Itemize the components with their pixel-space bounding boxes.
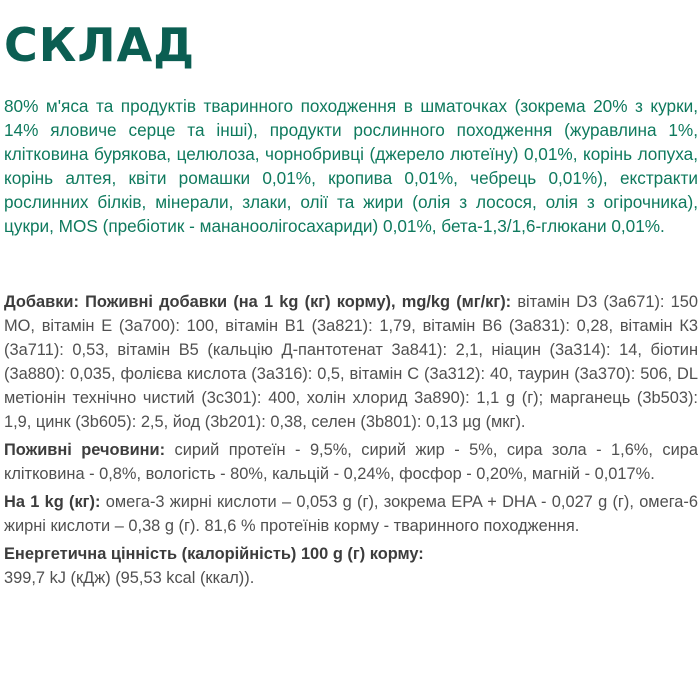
nutrition-details	[4, 290, 698, 594]
additives-label: Добавки: Поживні добавки (на 1 kg (кг) корму), mg/kg (мг/кг):	[4, 293, 512, 311]
per-kg-text: омега-3 жирні кислоти – 0,053 g (г), зокрема EPA + DHA - 0,027 g (г), омега-6 жирні кислоти – 0,38 g (г). 81,6 % протеїнів корму - тваринного походження.	[4, 493, 699, 535]
energy-paragraph	[4, 542, 698, 590]
energy-text: 399,7 kJ (кДж) (95,53 kcal (ккал)).	[4, 569, 255, 587]
nutrients-paragraph	[4, 438, 698, 486]
composition-text: 80% м'яса та продуктів тваринного походження в шматочках (зокрема 20% з курки, 14% яловиче серце та інші), продукти рослинного походження (журавлина 1%, клітковина бурякова, целюлоза, чорнобривці (джерело лютеїну) 0,01%, корінь лопуха, корінь алтея, квіти ромашки 0,01%, кропива 0,01%, чебрець 0,01%), екстракти рослинних білків, мінерали, злаки, олії та жири (олія з лосося, олія з огірочника), цукри, MOS (пребіотик - мананоолігосахариди) 0,01%, бета-1,3/1,6-глюкани 0,01%.	[4, 96, 698, 236]
nutrients-label: Поживні речовини:	[4, 441, 166, 459]
page-title: СКЛАД	[4, 18, 196, 72]
per-kg-paragraph	[4, 490, 698, 538]
additives-paragraph	[4, 290, 698, 434]
per-kg-label: На 1 kg (кг):	[4, 493, 101, 511]
nutrients-text: сирий протеїн - 9,5%, сирий жир - 5%, сира зола - 1,6%, сира клітковина - 0,8%, вологість - 80%, кальцій - 0,24%, фосфор - 0,20%, магній - 0,017%.	[4, 441, 698, 483]
additives-text: вітамін D3 (3a671): 150 МО, вітамін Е (3a700): 100, вітамін В1 (3a821): 1,79, вітамін В6 (3a831): 0,28, вітамін К3 (3a711): 0,53, вітамін В5 (кальцію Д-пантотенат 3a841): 2,1, ніацин (3a314): 14, біотин (3a880): 0,035, фолієва кислота (3a316): 0,5, вітамін С (3a312): 40, таурин (3a370): 506, DL метіонін технічно чистий (3c301): 400, холін хлорид 3a890): 1,1 g (г); марганець (3b503): 1,9, цинк (3b605): 2,5, йод (3b201): 0,38, селен (3b801): 0,13 µg (мкг).	[4, 293, 698, 431]
energy-label: Енергетична цінність (калорійність) 100 g (г) корму:	[4, 545, 424, 563]
